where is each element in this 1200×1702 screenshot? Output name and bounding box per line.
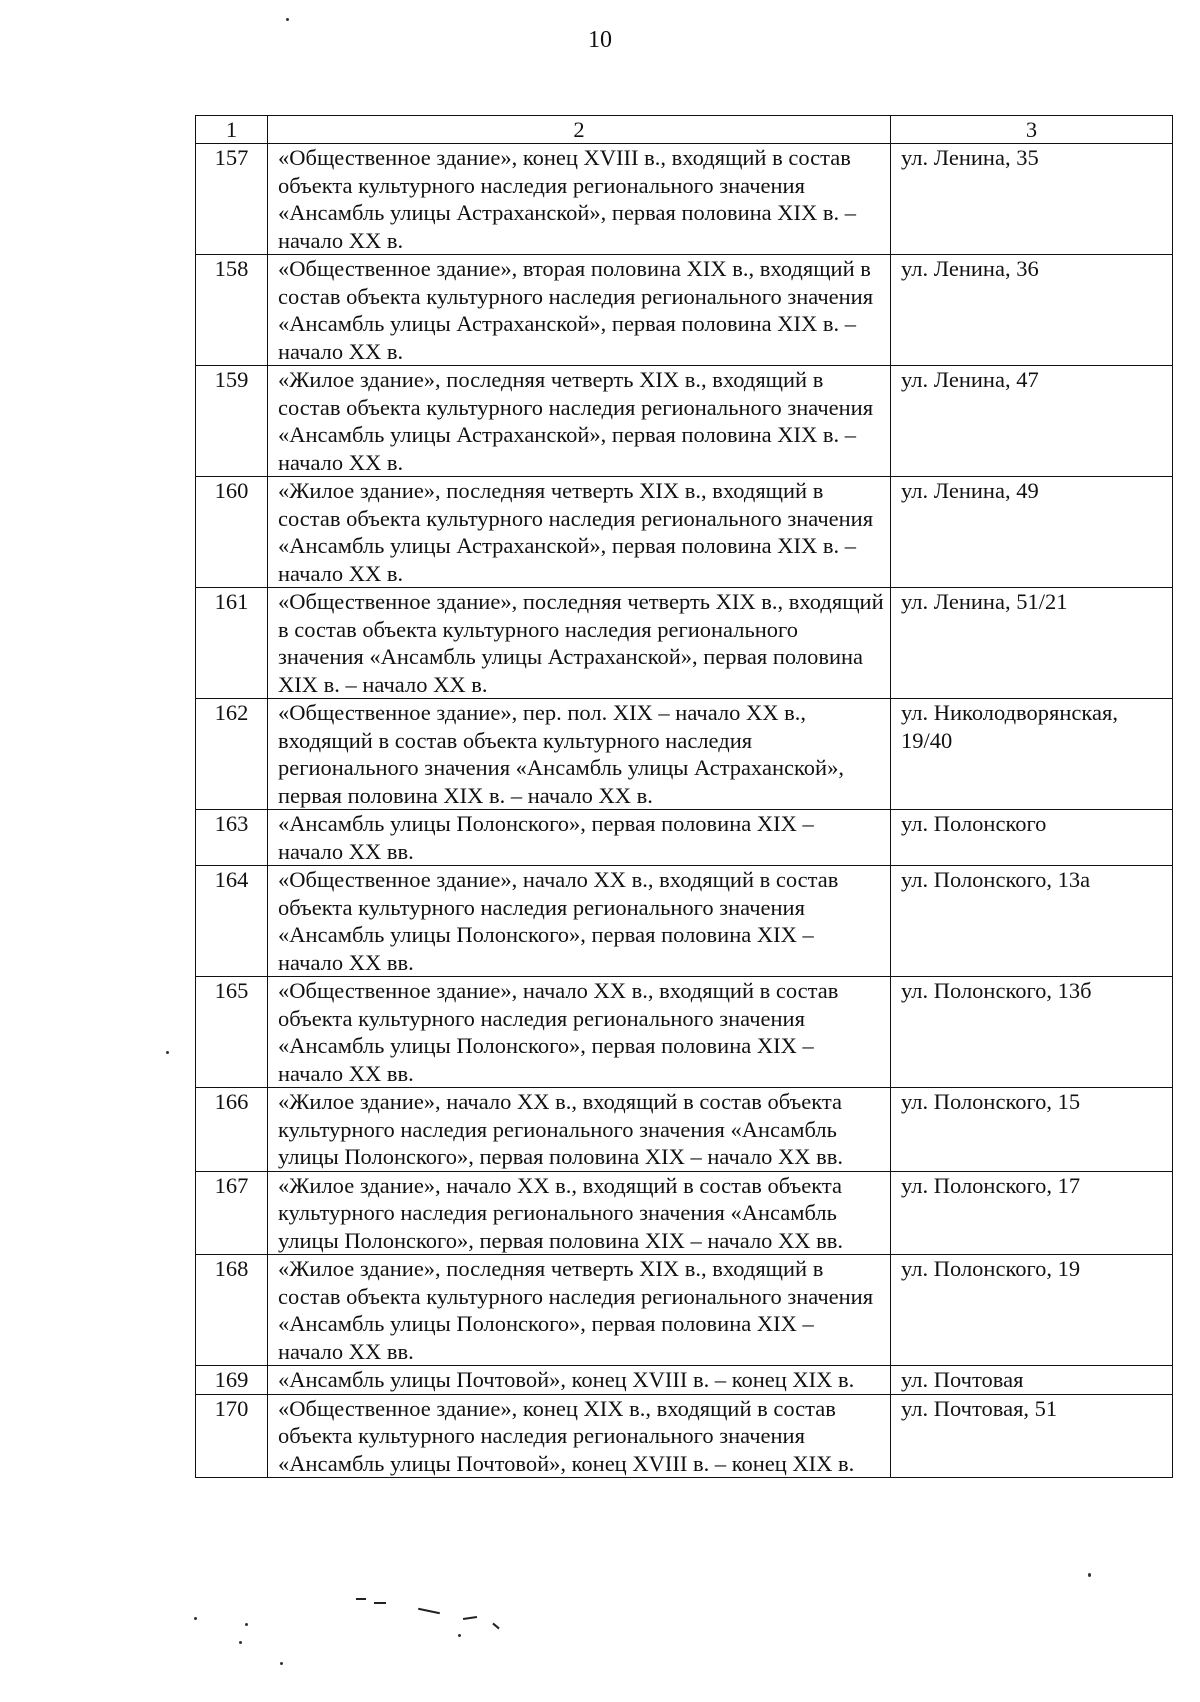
object-description: «Ансамбль улицы Полонского», первая половина XIX – начало XX вв. <box>268 810 891 866</box>
heritage-registry-table <box>195 115 1173 1478</box>
scan-speck <box>1088 1573 1091 1577</box>
row-number: 167 <box>196 1171 268 1255</box>
table-row <box>196 1255 1173 1366</box>
row-number: 161 <box>196 588 268 699</box>
object-description: «Жилое здание», начало XX в., входящий в состав объекта культурного наследия регионального значения «Ансамбль улицы Полонского», первая половина XIX – начало XX вв. <box>268 1088 891 1172</box>
scan-speck <box>239 1641 242 1644</box>
table-row <box>196 1171 1173 1255</box>
object-address: ул. Почтовая <box>891 1366 1173 1395</box>
row-number: 165 <box>196 977 268 1088</box>
object-address: ул. Полонского, 13а <box>891 866 1173 977</box>
column-header-2: 2 <box>268 116 891 144</box>
object-address: ул. Полонского, 17 <box>891 1171 1173 1255</box>
table-row <box>196 699 1173 810</box>
row-number: 169 <box>196 1366 268 1395</box>
scan-speck <box>245 1623 248 1626</box>
object-description: «Жилое здание», последняя четверть XIX в., входящий в состав объекта культурного наследия регионального значения «Ансамбль улицы Астраханской», первая половина XIX в. – начало XX в. <box>268 366 891 477</box>
object-address: ул. Почтовая, 51 <box>891 1394 1173 1478</box>
object-address: ул. Ленина, 36 <box>891 255 1173 366</box>
row-number: 170 <box>196 1394 268 1478</box>
object-address: ул. Ленина, 35 <box>891 144 1173 255</box>
table-body <box>196 144 1173 1478</box>
table-row <box>196 810 1173 866</box>
object-address: ул. Ленина, 47 <box>891 366 1173 477</box>
table-row <box>196 588 1173 699</box>
table-row <box>196 477 1173 588</box>
table-row <box>196 366 1173 477</box>
row-number: 163 <box>196 810 268 866</box>
object-description: «Жилое здание», последняя четверть XIX в., входящий в состав объекта культурного наследия регионального значения «Ансамбль улицы Астраханской», первая половина XIX в. – начало XX в. <box>268 477 891 588</box>
scan-speck <box>194 1617 197 1620</box>
table-row <box>196 977 1173 1088</box>
row-number: 162 <box>196 699 268 810</box>
object-address: ул. Полонского, 13б <box>891 977 1173 1088</box>
row-number: 168 <box>196 1255 268 1366</box>
object-description: «Жилое здание», последняя четверть XIX в., входящий в состав объекта культурного наследия регионального значения «Ансамбль улицы Полонского», первая половина XIX – начало XX вв. <box>268 1255 891 1366</box>
object-description: «Общественное здание», последняя четверть XIX в., входящий в состав объекта культурного наследия регионального значения «Ансамбль улицы Астраханской», первая половина XIX в. – начало XX в. <box>268 588 891 699</box>
table-row <box>196 1394 1173 1478</box>
object-description: «Общественное здание», конец XVIII в., входящий в состав объекта культурного наследия регионального значения «Ансамбль улицы Астраханской», первая половина XIX в. – начало XX в. <box>268 144 891 255</box>
object-description: «Общественное здание», начало XX в., входящий в состав объекта культурного наследия регионального значения «Ансамбль улицы Полонского», первая половина XIX – начало XX вв. <box>268 977 891 1088</box>
scan-mark <box>463 1616 477 1620</box>
row-number: 157 <box>196 144 268 255</box>
scan-speck <box>458 1634 461 1637</box>
object-address: ул. Ленина, 49 <box>891 477 1173 588</box>
object-address: ул. Ленина, 51/21 <box>891 588 1173 699</box>
object-address: ул. Полонского, 15 <box>891 1088 1173 1172</box>
object-description: «Общественное здание», вторая половина XIX в., входящий в состав объекта культурного наследия регионального значения «Ансамбль улицы Астраханской», первая половина XIX в. – начало XX в. <box>268 255 891 366</box>
row-number: 164 <box>196 866 268 977</box>
scan-mark <box>418 1608 440 1615</box>
object-description: «Жилое здание», начало XX в., входящий в состав объекта культурного наследия регионального значения «Ансамбль улицы Полонского», первая половина XIX – начало XX вв. <box>268 1171 891 1255</box>
table-row <box>196 144 1173 255</box>
object-description: «Общественное здание», начало XX в., входящий в состав объекта культурного наследия регионального значения «Ансамбль улицы Полонского», первая половина XIX – начало XX вв. <box>268 866 891 977</box>
object-address: ул. Николодворянская, 19/40 <box>891 699 1173 810</box>
object-address: ул. Полонского <box>891 810 1173 866</box>
scan-mark <box>492 1623 499 1630</box>
object-description: «Общественное здание», пер. пол. XIX – начало XX в., входящий в состав объекта культурного наследия регионального значения «Ансамбль улицы Астраханской», первая половина XIX в. – начало XX в. <box>268 699 891 810</box>
object-description: «Общественное здание», конец XIX в., входящий в состав объекта культурного наследия регионального значения «Ансамбль улицы Почтовой», конец XVIII в. – конец XIX в. <box>268 1394 891 1478</box>
column-header-1: 1 <box>196 116 268 144</box>
table-header-row <box>196 116 1173 144</box>
row-number: 159 <box>196 366 268 477</box>
scan-mark <box>374 1602 386 1604</box>
table-row <box>196 866 1173 977</box>
table-row <box>196 1366 1173 1395</box>
page-number: 10 <box>588 27 612 53</box>
row-number: 160 <box>196 477 268 588</box>
scan-speck <box>286 18 289 21</box>
scan-mark <box>356 1598 366 1600</box>
scan-speck <box>280 1662 283 1665</box>
row-number: 158 <box>196 255 268 366</box>
row-number: 166 <box>196 1088 268 1172</box>
table-row <box>196 255 1173 366</box>
table-row <box>196 1088 1173 1172</box>
object-address: ул. Полонского, 19 <box>891 1255 1173 1366</box>
column-header-3: 3 <box>891 116 1173 144</box>
scan-speck <box>166 1051 169 1054</box>
object-description: «Ансамбль улицы Почтовой», конец XVIII в. – конец XIX в. <box>268 1366 891 1395</box>
